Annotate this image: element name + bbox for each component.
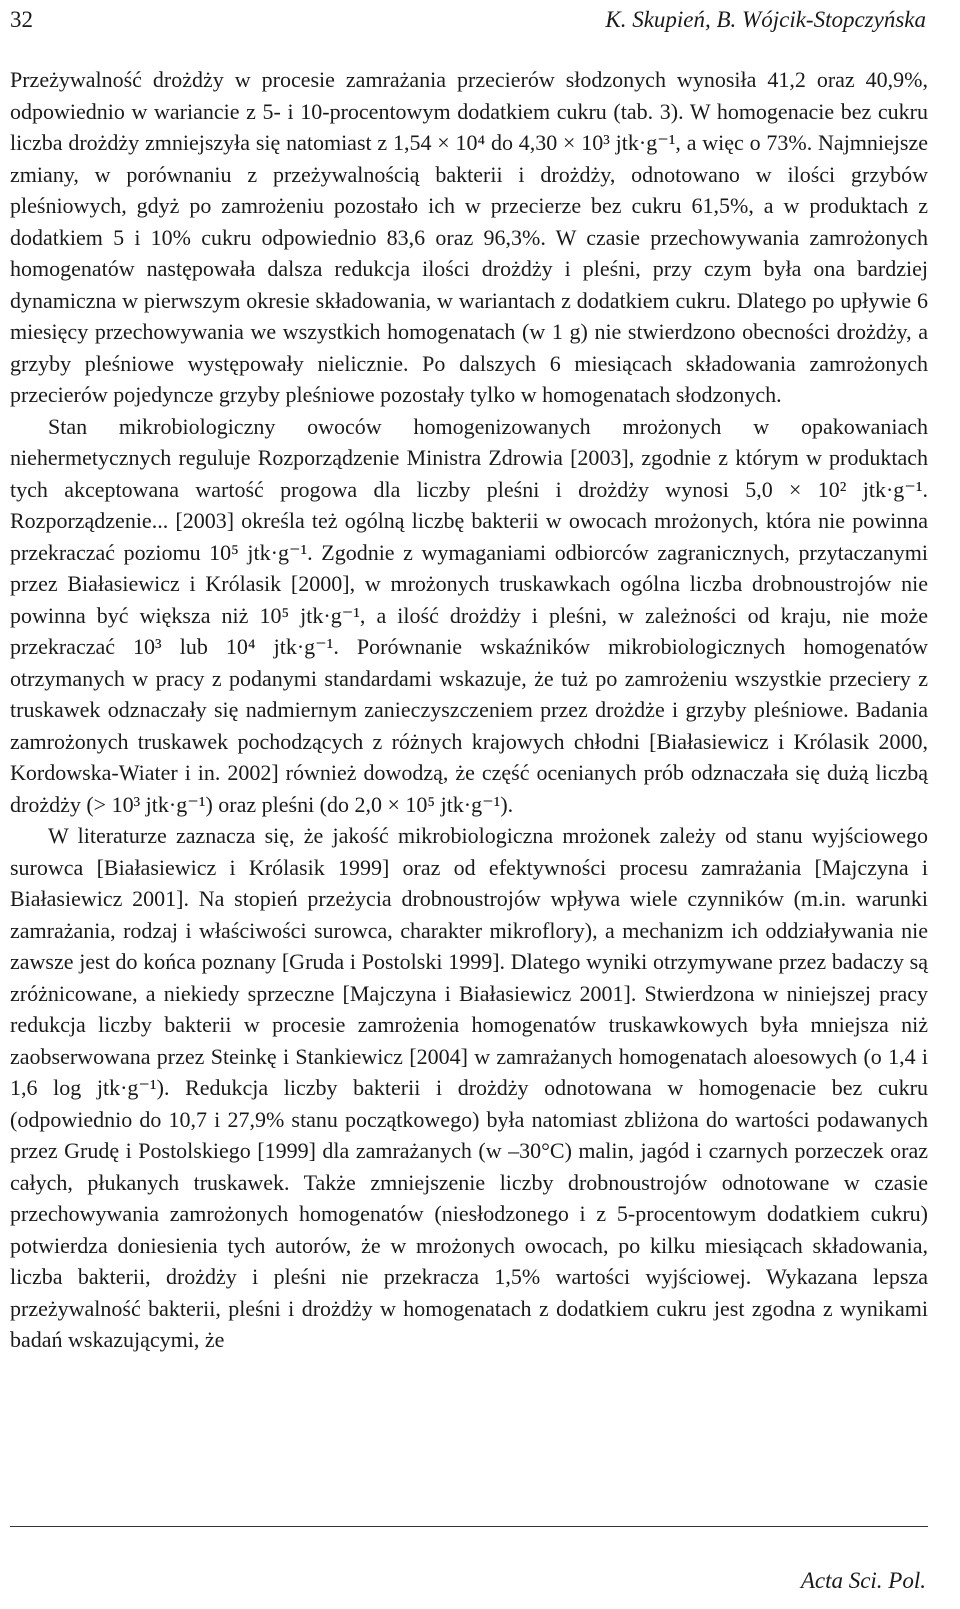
body-text [10, 64, 928, 1356]
paragraph: Przeżywalność drożdży w procesie zamrażania przecierów słodzonych wynosiła 41,2 oraz 40,9%, odpowiednio w wariancie z 5- i 10-procentowym dodatkiem cukru (tab. 3). W homogenacie bez cukru liczba drożdży zmniejszyła się natomiast z 1,54 × 10⁴ do 4,30 × 10³ jtk·g⁻¹, a więc o 73%. Najmniejsze zmiany, w porównaniu z przeżywalnością bakterii i drożdży, odnotowano w ilości grzybów pleśniowych, gdyż po zamrożeniu pozostało ich w przecierze bez cukru 61,5%, a w produktach z dodatkiem 5 i 10% cukru odpowiednio 83,6 oraz 96,3%. W czasie przechowywania zamrożonych homogenatów następowała dalsza redukcja ilości drożdży i pleśni, przy czym była ona bardziej dynamiczna w pierwszym okresie składowania, w wariantach z dodatkiem cukru. Dlatego po upływie 6 miesięcy przechowywania we wszystkich homogenatach (w 1 g) nie stwierdzono obecności drożdży, a grzyby pleśniowe występowały nielicznie. Po dalszych 6 miesiącach składowania zamrożonych przecierów pojedyncze grzyby pleśniowe pozostały tylko w homogenatach słodzonych. [10, 67, 928, 407]
footer-divider [10, 1526, 928, 1527]
footer-journal-name: Acta Sci. Pol. [800, 1568, 926, 1593]
page-header [10, 4, 926, 36]
paragraph: W literaturze zaznacza się, że jakość mikrobiologiczna mrożonek zależy od stanu wyjściowego surowca [Białasiewicz i Królasik 1999] oraz od efektywności procesu zamrażania [Majczyna i Białasiewicz 2001]. Na stopień przeżycia drobnoustrojów wpływa wiele czynników (m.in. warunki zamrażania, rodzaj i właściwości surowca, charakter mikroflory), a mechanizm ich oddziaływania nie zawsze jest do końca poznany [Gruda i Postolski 1999]. Dlatego wyniki otrzymywane przez badaczy są zróżnicowane, a niekiedy sprzeczne [Majczyna i Białasiewicz 2001]. Stwierdzona w niniejszej pracy redukcja liczby bakterii w procesie zamrożenia homogenatów truskawkowych była mniejsza niż zaobserwowana przez Steinkę i Stankiewicz [2004] w zamrażanych homogenatach aloesowych (o 1,4 i 1,6 log jtk·g⁻¹). Redukcja liczby bakterii i drożdży odnotowana w homogenacie bez cukru (odpowiednio do 10,7 i 27,9% stanu początkowego) była natomiast zbliżona do wartości podawanych przez Grudę i Postolskiego [1999] dla zamrażanych (w –30°C) malin, jagód i czarnych porzeczek oraz całych, płukanych truskawek. Także zmniejszenie liczby drobnoustrojów odnotowane w czasie przechowywania zamrożonych homogenatów (niesłodzonego i z 5-procentowym dodatkiem cukru) potwierdza doniesienia tych autorów, że w mrożonych owocach, po kilku miesiącach składowania, liczba bakterii, drożdży i pleśni nie przekracza 1,5% wartości wyjściowej. Wykazana lepsza przeżywalność bakterii, pleśni i drożdży w homogenatach z dodatkiem cukru jest zgodna z wynikami badań wskazującymi, że [10, 823, 928, 1352]
paragraph: Stan mikrobiologiczny owoców homogenizowanych mrożonych w opakowaniach niehermetycznych reguluje Rozporządzenie Ministra Zdrowia [2003], zgodnie z którym w produktach tych akceptowana wartość progowa dla liczby pleśni i drożdży wynosi 5,0 × 10² jtk·g⁻¹. Rozporządzenie... [2003] określa też ogólną liczbę bakterii w owocach mrożonych, która nie powinna przekraczać poziomu 10⁵ jtk·g⁻¹. Zgodnie z wymaganiami odbiorców zagranicznych, przytaczanymi przez Białasiewicz i Królasik [2000], w mrożonych truskawkach ogólna liczba drobnoustrojów nie powinna być większa niż 10⁵ jtk·g⁻¹, a ilość drożdży i pleśni, w zależności od kraju, nie może przekraczać 10³ lub 10⁴ jtk·g⁻¹. Porównanie wskaźników mikrobiologicznych homogenatów otrzymanych w pracy z podanymi standardami wskazuje, że tuż po zamrożeniu wszystkie przeciery z truskawek odznaczały się nadmiernym zanieczyszczeniem przez drożdże i grzyby pleśniowe. Badania zamrożonych truskawek pochodzących z różnych krajowych chłodni [Białasiewicz i Królasik 2000, Kordowska-Wiater i in. 2002] również dowodzą, że część ocenianych prób odznaczała się dużą liczbą drożdży (> 10³ jtk·g⁻¹) oraz pleśni (do 2,0 × 10⁵ jtk·g⁻¹). [10, 413, 928, 817]
page-number: 32 [10, 7, 33, 32]
running-head-authors: K. Skupień, B. Wójcik-Stopczyńska [605, 7, 926, 32]
